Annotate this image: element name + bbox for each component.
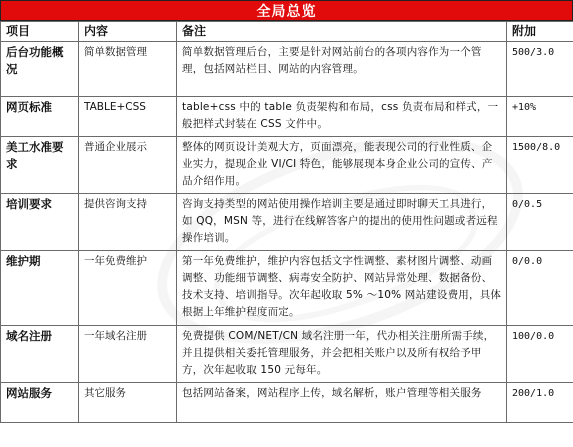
table-row [1, 251, 573, 326]
row-content: 其它服务 [79, 383, 177, 423]
row-note: 免费提供 COM/NET/CN 域名注册一年，代办相关注册所需手续，并且提供相关委托管理服务，并会把相关账户以及所有权给予甲方，次年起收取 150 元每年。 [177, 326, 507, 383]
row-note: 咨询支持类型的网站使用操作培训主要是通过即时聊天工具进行，如 QQ，MSN 等，进行在线解答客户的提出的使用性问题或者远程操作培训。 [177, 194, 507, 251]
row-note: 第一年免费维护，维护内容包括文字性调整、素材图片调整、动画调整、功能细节调整、病毒安全防护、网站异常处理、数据备份、技术支持、培训指导。次年起收取 5% ～10% 网站建设费用，具体根据上年维护程度而定。 [177, 251, 507, 326]
header-extra: 附加 [507, 22, 573, 42]
row-extra: 200/1.0 [507, 383, 573, 423]
row-content: 简单数据管理 [79, 42, 177, 97]
table-row [1, 97, 573, 137]
row-content: 普通企业展示 [79, 137, 177, 194]
row-extra: 0/0.5 [507, 194, 573, 251]
row-name: 美工水准要求 [1, 137, 79, 194]
header-item: 项目 [1, 22, 79, 42]
row-name: 维护期 [1, 251, 79, 326]
table-row [1, 383, 573, 423]
table-row [1, 326, 573, 383]
row-content: TABLE+CSS [79, 97, 177, 137]
row-name: 域名注册 [1, 326, 79, 383]
row-extra: 0/0.0 [507, 251, 573, 326]
row-note: table+css 中的 table 负责架构和布局，css 负责布局和样式，一般把样式封装在 CSS 文件中。 [177, 97, 507, 137]
row-name: 培训要求 [1, 194, 79, 251]
row-name: 网页标准 [1, 97, 79, 137]
header-note: 备注 [177, 22, 507, 42]
row-extra: 500/3.0 [507, 42, 573, 97]
row-note: 简单数据管理后台，主要是针对网站前台的各项内容作为一个管理，包括网站栏目、网站的内容管理。 [177, 42, 507, 97]
row-content: 一年域名注册 [79, 326, 177, 383]
row-content: 一年免费维护 [79, 251, 177, 326]
table-row [1, 137, 573, 194]
overview-table [0, 21, 573, 423]
table-title-bar [0, 0, 573, 21]
row-note: 包括网站备案，网站程序上传，域名解析，账户管理等相关服务 [177, 383, 507, 423]
header-row [1, 22, 573, 42]
row-extra: 1500/8.0 [507, 137, 573, 194]
row-note: 整体的网页设计美观大方，页面漂亮，能表现公司的行业性质、企业实力，提现企业 VI/CI 特色，能够展现本身企业公司的宣传、产品介绍作用。 [177, 137, 507, 194]
table-title: 全局总览 [256, 3, 317, 20]
header-content: 内容 [79, 22, 177, 42]
row-extra: 100/0.0 [507, 326, 573, 383]
table-row [1, 194, 573, 251]
row-content: 提供咨询支持 [79, 194, 177, 251]
row-name: 网站服务 [1, 383, 79, 423]
row-extra: +10% [507, 97, 573, 137]
row-name: 后台功能概况 [1, 42, 79, 97]
table-row [1, 42, 573, 97]
